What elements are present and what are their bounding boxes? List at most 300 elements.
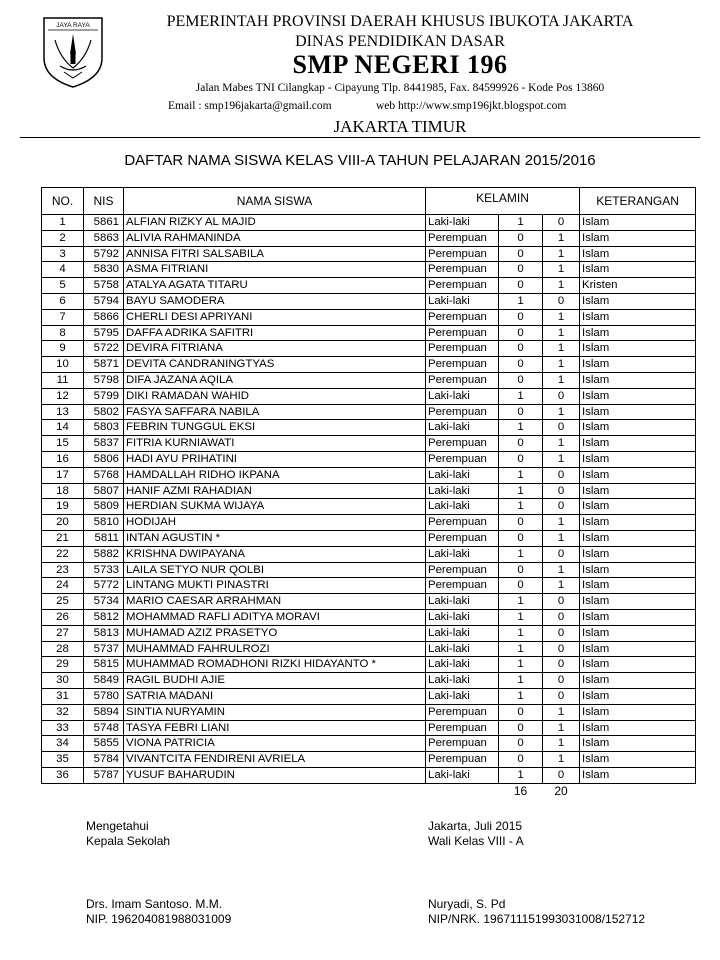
row-gender: Perempuan	[426, 246, 499, 262]
table-row	[42, 562, 696, 578]
row-gender: Perempuan	[426, 404, 499, 420]
row-male: 1	[499, 767, 543, 783]
table-row	[42, 625, 696, 641]
row-nis: 5809	[84, 499, 124, 515]
row-male: 1	[499, 688, 543, 704]
row-male: 1	[499, 625, 543, 641]
table-row	[42, 388, 696, 404]
row-male: 0	[499, 262, 543, 278]
row-name: RAGIL BUDHI AJIE	[124, 673, 426, 689]
row-name: DAFFA ADRIKA SAFITRI	[124, 325, 426, 341]
table-row	[42, 499, 696, 515]
row-no: 31	[42, 688, 84, 704]
row-note: Islam	[580, 420, 696, 436]
document-title: DAFTAR NAMA SISWA KELAS VIII-A TAHUN PELAJARAN 2015/2016	[124, 152, 596, 169]
row-nis: 5799	[84, 388, 124, 404]
row-nis: 5722	[84, 341, 124, 357]
row-nis: 5863	[84, 230, 124, 246]
row-male: 1	[499, 467, 543, 483]
row-female: 1	[543, 372, 580, 388]
total-male: 16	[499, 783, 543, 798]
row-male: 1	[499, 215, 543, 231]
row-no: 4	[42, 262, 84, 278]
row-no: 13	[42, 404, 84, 420]
row-nis: 5871	[84, 357, 124, 373]
row-gender: Perempuan	[426, 230, 499, 246]
row-gender: Laki-laki	[426, 483, 499, 499]
row-female: 1	[543, 278, 580, 294]
row-note: Islam	[580, 262, 696, 278]
row-female: 0	[543, 215, 580, 231]
row-nis: 5795	[84, 325, 124, 341]
row-note: Islam	[580, 609, 696, 625]
row-male: 0	[499, 372, 543, 388]
row-no: 29	[42, 657, 84, 673]
row-no: 1	[42, 215, 84, 231]
table-row	[42, 578, 696, 594]
row-nis: 5784	[84, 752, 124, 768]
row-gender: Laki-laki	[426, 688, 499, 704]
row-gender: Perempuan	[426, 720, 499, 736]
row-no: 19	[42, 499, 84, 515]
row-female: 1	[543, 262, 580, 278]
row-no: 3	[42, 246, 84, 262]
row-note: Islam	[580, 451, 696, 467]
table-row	[42, 420, 696, 436]
principal-nip: NIP. 196204081988031009	[86, 912, 232, 926]
row-name: HADI AYU PRIHATINI	[124, 451, 426, 467]
row-gender: Laki-laki	[426, 293, 499, 309]
row-note: Islam	[580, 230, 696, 246]
row-gender: Laki-laki	[426, 467, 499, 483]
left-sign-line2: Kepala Sekolah	[86, 834, 171, 848]
row-name: SATRIA MADANI	[124, 688, 426, 704]
row-name: MARIO CAESAR ARRAHMAN	[124, 594, 426, 610]
row-name: INTAN AGUSTIN *	[124, 530, 426, 546]
row-nis: 5830	[84, 262, 124, 278]
row-female: 0	[543, 467, 580, 483]
row-nis: 5758	[84, 278, 124, 294]
table-row	[42, 767, 696, 783]
row-female: 1	[543, 341, 580, 357]
row-gender: Laki-laki	[426, 609, 499, 625]
table-row	[42, 530, 696, 546]
right-sign-line1: Jakarta, Juli 2015	[428, 819, 523, 833]
row-name: DEVITA CANDRANINGTYAS	[124, 357, 426, 373]
row-name: DIKI RAMADAN WAHID	[124, 388, 426, 404]
row-female: 0	[543, 499, 580, 515]
row-female: 1	[543, 357, 580, 373]
row-no: 18	[42, 483, 84, 499]
table-row	[42, 372, 696, 388]
row-female: 1	[543, 736, 580, 752]
row-nis: 5787	[84, 767, 124, 783]
row-gender: Perempuan	[426, 704, 499, 720]
row-no: 28	[42, 641, 84, 657]
table-row	[42, 736, 696, 752]
header-note: KETERANGAN	[580, 188, 696, 215]
row-note: Islam	[580, 404, 696, 420]
row-no: 21	[42, 530, 84, 546]
row-no: 6	[42, 293, 84, 309]
row-name: ANNISA FITRI SALSABILA	[124, 246, 426, 262]
row-female: 0	[543, 420, 580, 436]
row-male: 1	[499, 546, 543, 562]
table-row	[42, 357, 696, 373]
row-female: 1	[543, 451, 580, 467]
row-female: 0	[543, 483, 580, 499]
row-gender: Perempuan	[426, 562, 499, 578]
row-name: MUHAMAD AZIZ PRASETYO	[124, 625, 426, 641]
row-nis: 5772	[84, 578, 124, 594]
table-row	[42, 341, 696, 357]
row-female: 0	[543, 625, 580, 641]
row-female: 1	[543, 230, 580, 246]
row-name: VIVANTCITA FENDIRENI AVRIELA	[124, 752, 426, 768]
row-male: 0	[499, 246, 543, 262]
row-note: Islam	[580, 215, 696, 231]
row-gender: Perempuan	[426, 578, 499, 594]
row-note: Islam	[580, 293, 696, 309]
row-gender: Laki-laki	[426, 625, 499, 641]
row-name: DEVIRA FITRIANA	[124, 341, 426, 357]
row-female: 0	[543, 673, 580, 689]
row-no: 34	[42, 736, 84, 752]
row-nis: 5812	[84, 609, 124, 625]
table-row	[42, 594, 696, 610]
row-note: Islam	[580, 767, 696, 783]
row-name: ALIVIA RAHMANINDA	[124, 230, 426, 246]
department-heading: DINAS PENDIDIKAN DASAR	[295, 33, 505, 50]
student-rows	[42, 215, 696, 784]
row-note: Islam	[580, 720, 696, 736]
row-name: ASMA FITRIANI	[124, 262, 426, 278]
row-note: Islam	[580, 736, 696, 752]
row-gender: Perempuan	[426, 530, 499, 546]
table-row	[42, 246, 696, 262]
row-name: LINTANG MUKTI PINASTRI	[124, 578, 426, 594]
table-row	[42, 293, 696, 309]
row-no: 27	[42, 625, 84, 641]
row-name: VIONA PATRICIA	[124, 736, 426, 752]
row-note: Islam	[580, 246, 696, 262]
row-female: 1	[543, 515, 580, 531]
row-note: Islam	[580, 625, 696, 641]
row-male: 1	[499, 388, 543, 404]
row-female: 1	[543, 720, 580, 736]
row-female: 0	[543, 546, 580, 562]
row-nis: 5861	[84, 215, 124, 231]
row-nis: 5894	[84, 704, 124, 720]
row-gender: Laki-laki	[426, 657, 499, 673]
row-nis: 5815	[84, 657, 124, 673]
row-no: 30	[42, 673, 84, 689]
row-female: 0	[543, 388, 580, 404]
row-note: Islam	[580, 325, 696, 341]
table-row	[42, 404, 696, 420]
row-male: 0	[499, 230, 543, 246]
row-note: Islam	[580, 704, 696, 720]
row-gender: Perempuan	[426, 357, 499, 373]
homeroom-teacher-name: Nuryadi, S. Pd	[428, 897, 506, 911]
row-male: 0	[499, 357, 543, 373]
table-row	[42, 515, 696, 531]
table-row	[42, 483, 696, 499]
table-row	[42, 467, 696, 483]
row-male: 0	[499, 341, 543, 357]
row-gender: Perempuan	[426, 278, 499, 294]
row-nis: 5811	[84, 530, 124, 546]
row-no: 16	[42, 451, 84, 467]
row-nis: 5737	[84, 641, 124, 657]
row-note: Islam	[580, 357, 696, 373]
row-female: 0	[543, 293, 580, 309]
row-male: 1	[499, 293, 543, 309]
row-gender: Perempuan	[426, 372, 499, 388]
row-note: Islam	[580, 436, 696, 452]
row-nis: 5802	[84, 404, 124, 420]
row-female: 0	[543, 688, 580, 704]
row-nis: 5813	[84, 625, 124, 641]
row-gender: Perempuan	[426, 341, 499, 357]
header-nis: NIS	[84, 188, 124, 215]
row-nis: 5855	[84, 736, 124, 752]
row-no: 9	[42, 341, 84, 357]
row-no: 32	[42, 704, 84, 720]
table-row	[42, 752, 696, 768]
table-row	[42, 451, 696, 467]
row-name: MOHAMMAD RAFLI ADITYA MORAVI	[124, 609, 426, 625]
row-no: 2	[42, 230, 84, 246]
row-male: 0	[499, 562, 543, 578]
row-note: Islam	[580, 752, 696, 768]
row-name: CHERLI DESI APRIYANI	[124, 309, 426, 325]
row-gender: Laki-laki	[426, 499, 499, 515]
row-no: 20	[42, 515, 84, 531]
row-note: Islam	[580, 388, 696, 404]
row-nis: 5780	[84, 688, 124, 704]
table-row	[42, 641, 696, 657]
row-female: 0	[543, 594, 580, 610]
row-male: 0	[499, 436, 543, 452]
row-gender: Laki-laki	[426, 388, 499, 404]
row-note: Islam	[580, 515, 696, 531]
homeroom-teacher-nip: NIP/NRK. 196711151993031008/152712	[428, 912, 646, 926]
row-male: 1	[499, 499, 543, 515]
row-female: 1	[543, 309, 580, 325]
row-gender: Laki-laki	[426, 546, 499, 562]
left-sign-line1: Mengetahui	[86, 819, 149, 833]
row-male: 0	[499, 578, 543, 594]
row-name: TASYA FEBRI LIANI	[124, 720, 426, 736]
row-female: 1	[543, 562, 580, 578]
row-gender: Perempuan	[426, 436, 499, 452]
table-row	[42, 704, 696, 720]
row-note: Islam	[580, 688, 696, 704]
table-row	[42, 436, 696, 452]
row-nis: 5807	[84, 483, 124, 499]
school-email: Email : smp196jakarta@gmail.com	[168, 100, 332, 112]
row-note: Islam	[580, 594, 696, 610]
row-nis: 5882	[84, 546, 124, 562]
row-name: MUHAMMAD FAHRULROZI	[124, 641, 426, 657]
right-sign-line2: Wali Kelas VIII - A	[428, 834, 524, 848]
row-note: Islam	[580, 562, 696, 578]
row-male: 1	[499, 673, 543, 689]
row-nis: 5849	[84, 673, 124, 689]
school-name: SMP NEGERI 196	[292, 50, 508, 79]
row-no: 23	[42, 562, 84, 578]
logo-text: JAYA RAYA	[56, 22, 90, 29]
row-male: 1	[499, 594, 543, 610]
row-no: 5	[42, 278, 84, 294]
row-female: 1	[543, 704, 580, 720]
table-row	[42, 688, 696, 704]
row-nis: 5768	[84, 467, 124, 483]
row-name: MUHAMMAD ROMADHONI RIZKI HIDAYANTO *	[124, 657, 426, 673]
letterhead-divider	[20, 137, 700, 138]
row-female: 0	[543, 609, 580, 625]
row-no: 26	[42, 609, 84, 625]
school-address: Jalan Mabes TNI Cilangkap - Cipayung Tlp. 8441985, Fax. 84599926 - Kode Pos 13860	[195, 82, 605, 94]
row-note: Islam	[580, 483, 696, 499]
row-no: 17	[42, 467, 84, 483]
row-male: 1	[499, 657, 543, 673]
row-note: Islam	[580, 499, 696, 515]
table-header-row	[42, 188, 696, 215]
row-gender: Laki-laki	[426, 215, 499, 231]
row-male: 0	[499, 720, 543, 736]
row-note: Islam	[580, 578, 696, 594]
row-note: Islam	[580, 309, 696, 325]
row-no: 12	[42, 388, 84, 404]
row-male: 0	[499, 704, 543, 720]
row-female: 0	[543, 641, 580, 657]
row-nis: 5837	[84, 436, 124, 452]
row-gender: Perempuan	[426, 736, 499, 752]
row-name: YUSUF BAHARUDIN	[124, 767, 426, 783]
row-female: 0	[543, 767, 580, 783]
header-name: NAMA SISWA	[124, 188, 426, 215]
table-row	[42, 673, 696, 689]
row-male: 1	[499, 420, 543, 436]
row-male: 0	[499, 325, 543, 341]
school-website: web http://www.smp196jkt.blogspot.com	[376, 100, 567, 112]
row-note: Islam	[580, 673, 696, 689]
row-female: 0	[543, 657, 580, 673]
row-no: 22	[42, 546, 84, 562]
student-table	[41, 187, 696, 798]
table-row	[42, 325, 696, 341]
row-female: 1	[543, 752, 580, 768]
row-no: 36	[42, 767, 84, 783]
row-male: 0	[499, 515, 543, 531]
row-name: FEBRIN TUNGGUL EKSI	[124, 420, 426, 436]
row-name: FITRIA KURNIAWATI	[124, 436, 426, 452]
row-male: 1	[499, 483, 543, 499]
table-row	[42, 657, 696, 673]
row-nis: 5794	[84, 293, 124, 309]
principal-name: Drs. Imam Santoso. M.M.	[86, 897, 223, 911]
row-name: HANIF AZMI RAHADIAN	[124, 483, 426, 499]
table-row	[42, 546, 696, 562]
row-name: HERDIAN SUKMA WIJAYA	[124, 499, 426, 515]
row-gender: Laki-laki	[426, 673, 499, 689]
row-gender: Perempuan	[426, 515, 499, 531]
row-female: 1	[543, 578, 580, 594]
row-no: 10	[42, 357, 84, 373]
table-row	[42, 609, 696, 625]
row-no: 24	[42, 578, 84, 594]
row-note: Islam	[580, 657, 696, 673]
row-name: HODIJAH	[124, 515, 426, 531]
row-male: 1	[499, 609, 543, 625]
row-male: 0	[499, 278, 543, 294]
row-female: 1	[543, 325, 580, 341]
row-nis: 5798	[84, 372, 124, 388]
row-note: Islam	[580, 546, 696, 562]
row-gender: Laki-laki	[426, 641, 499, 657]
government-heading: PEMERINTAH PROVINSI DAERAH KHUSUS IBUKOTA JAKARTA	[166, 13, 634, 30]
row-note: Kristen	[580, 278, 696, 294]
row-male: 0	[499, 752, 543, 768]
totals-row	[42, 783, 696, 798]
row-gender: Laki-laki	[426, 420, 499, 436]
row-no: 14	[42, 420, 84, 436]
row-gender: Laki-laki	[426, 594, 499, 610]
row-male: 0	[499, 530, 543, 546]
row-name: BAYU SAMODERA	[124, 293, 426, 309]
table-row	[42, 720, 696, 736]
table-row	[42, 215, 696, 231]
region-heading: JAKARTA TIMUR	[333, 117, 467, 136]
row-male: 0	[499, 736, 543, 752]
row-note: Islam	[580, 467, 696, 483]
row-name: SINTIA NURYAMIN	[124, 704, 426, 720]
row-name: FASYA SAFFARA NABILA	[124, 404, 426, 420]
row-female: 1	[543, 246, 580, 262]
row-gender: Perempuan	[426, 752, 499, 768]
row-name: ALFIAN RIZKY AL MAJID	[124, 215, 426, 231]
row-nis: 5806	[84, 451, 124, 467]
table-row	[42, 262, 696, 278]
row-nis: 5734	[84, 594, 124, 610]
row-gender: Perempuan	[426, 262, 499, 278]
total-female: 20	[543, 783, 580, 798]
row-name: HAMDALLAH RIDHO IKPANA	[124, 467, 426, 483]
row-gender: Laki-laki	[426, 767, 499, 783]
row-name: KRISHNA DWIPAYANA	[124, 546, 426, 562]
row-name: LAILA SETYO NUR QOLBI	[124, 562, 426, 578]
row-nis: 5792	[84, 246, 124, 262]
row-gender: Perempuan	[426, 325, 499, 341]
row-female: 1	[543, 530, 580, 546]
row-nis: 5810	[84, 515, 124, 531]
row-gender: Perempuan	[426, 309, 499, 325]
row-note: Islam	[580, 641, 696, 657]
row-no: 33	[42, 720, 84, 736]
row-female: 1	[543, 404, 580, 420]
row-nis: 5733	[84, 562, 124, 578]
row-nis: 5866	[84, 309, 124, 325]
row-note: Islam	[580, 341, 696, 357]
row-male: 0	[499, 404, 543, 420]
row-nis: 5748	[84, 720, 124, 736]
header-no: NO.	[42, 188, 84, 215]
row-male: 1	[499, 641, 543, 657]
row-gender: Perempuan	[426, 451, 499, 467]
row-male: 0	[499, 309, 543, 325]
